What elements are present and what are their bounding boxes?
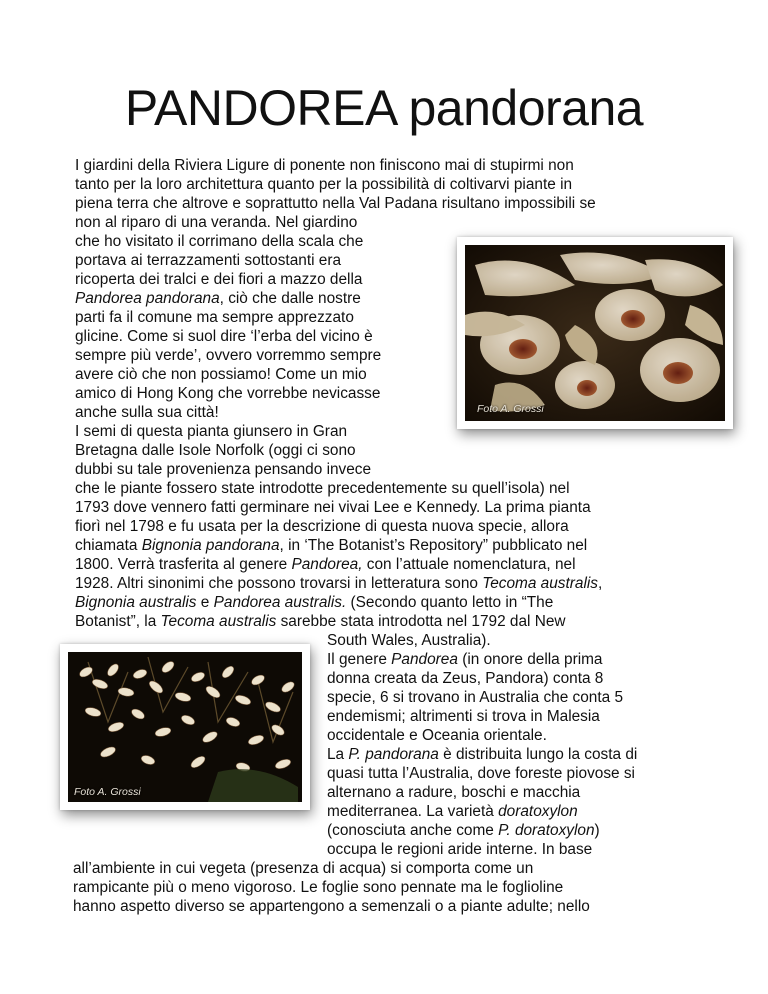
photo-credit-bottom: Foto A. Grossi: [74, 786, 141, 798]
text-line: [327, 745, 637, 764]
text-line: [75, 479, 570, 498]
text-span: ricoperta dei tralci e dei fiori a mazzo della: [75, 271, 363, 288]
text-line: [75, 289, 361, 308]
text-span: (in onore della prima: [457, 651, 603, 668]
text-line: [327, 840, 592, 859]
text-span: quasi tutta l’Australia, dove foreste piovose si: [327, 765, 635, 782]
photo-top: [457, 237, 733, 429]
italic-text: P. doratoxylon: [498, 822, 595, 839]
text-line: [75, 593, 553, 612]
text-span: South Wales, Australia).: [327, 632, 491, 649]
italic-text: Pandorea australis.: [213, 594, 347, 611]
text-span: che ho visitato il corrimano della scala che: [75, 233, 364, 250]
text-line: [75, 574, 602, 593]
text-line: [327, 650, 603, 669]
text-span: (conosciuta anche come: [327, 822, 499, 839]
flower-closeup-illustration: [465, 245, 725, 421]
text-line: [73, 859, 533, 878]
text-line: [75, 156, 574, 175]
text-span: alternano a radure, boschi e macchia: [327, 784, 581, 801]
text-span: parti fa il comune ma sempre apprezzato: [75, 309, 354, 326]
italic-text: Tecoma australis: [160, 613, 277, 630]
text-line: [327, 688, 623, 707]
text-line: [75, 460, 371, 479]
text-span: mediterranea. La varietà: [327, 803, 499, 820]
text-span: (Secondo quanto letto in “The: [346, 594, 554, 611]
text-span: non al riparo di una veranda. Nel giardino: [75, 214, 358, 231]
italic-text: Bignonia pandorana: [141, 537, 280, 554]
text-span: occupa le regioni aride interne. In base: [327, 841, 593, 858]
text-line: [75, 346, 381, 365]
text-span: ,: [598, 575, 603, 592]
text-line: [75, 536, 587, 555]
text-span: Il genere: [327, 651, 392, 668]
text-line: [327, 631, 491, 650]
photo-credit-top: Foto A. Grossi: [477, 403, 544, 415]
text-line: [75, 270, 362, 289]
text-line: [75, 403, 219, 422]
text-line: [327, 821, 600, 840]
text-span: amico di Hong Kong che vorrebbe nevicasse: [75, 385, 381, 402]
text-line: [327, 802, 578, 821]
text-span: sempre più verde’, ovvero vorremmo sempre: [75, 347, 382, 364]
text-span: , ciò che dalle nostre: [219, 290, 361, 307]
text-span: Bretagna dalle Isole Norfolk (oggi ci sono: [75, 442, 356, 459]
text-line: [73, 878, 563, 897]
text-line: [75, 175, 572, 194]
text-span: sarebbe stata introdotta nel 1792 dal New: [276, 613, 566, 630]
italic-text: Tecoma australis: [482, 575, 598, 592]
text-span: I giardini della Riviera Ligure di ponente non finiscono mai di stupirmi non: [75, 157, 574, 174]
text-line: [75, 327, 373, 346]
italic-text: doratoxylon: [498, 803, 578, 820]
text-span: 1793 dove vennero fatti germinare nei vivai Lee e Kennedy. La prima pianta: [75, 499, 591, 516]
text-span: glicine. Come si suol dire ‘l’erba del vicino è: [75, 328, 373, 345]
text-span: all’ambiente in cui vegeta (presenza di acqua) si comporta come un: [73, 860, 534, 877]
text-span: Botanist”, la: [75, 613, 161, 630]
text-span: La: [327, 746, 349, 763]
text-span: avere ciò che non possiamo! Come un mio: [75, 366, 367, 383]
text-span: dubbi su tale provenienza pensando invece: [75, 461, 372, 478]
text-span: 1800. Verrà trasferita al genere: [75, 556, 292, 573]
photo-bottom: [60, 644, 310, 810]
flower-closeup-image: [465, 245, 725, 421]
text-span: ): [594, 822, 600, 839]
text-span: endemismi; altrimenti si trova in Malesia: [327, 708, 600, 725]
text-span: donna creata da Zeus, Pandora) conta 8: [327, 670, 604, 687]
italic-text: Pandorea pandorana: [75, 290, 220, 307]
text-span: che le piante fossero state introdotte precedentemente su quell’isola) nel: [75, 480, 570, 497]
flower-cluster-image: [68, 652, 302, 802]
text-span: chiamata: [75, 537, 142, 554]
text-span: I semi di questa pianta giunsero in Gran: [75, 423, 348, 440]
italic-text: P. pandorana: [348, 746, 439, 763]
text-span: e: [196, 594, 214, 611]
page-title: PANDOREA pandorana: [124, 80, 644, 136]
text-line: [327, 726, 547, 745]
text-span: rampicante più o meno vigoroso. Le foglie sono pennate ma le foglioline: [73, 879, 564, 896]
text-line: [75, 384, 380, 403]
text-span: fiorì nel 1798 e fu usata per la descrizione di questa nuova specie, allora: [75, 518, 569, 535]
text-span: anche sulla sua città!: [75, 404, 219, 421]
text-line: [327, 764, 635, 783]
text-line: [75, 308, 354, 327]
text-line: [75, 422, 347, 441]
text-span: specie, 6 si trovano in Australia che conta 5: [327, 689, 624, 706]
text-span: è distribuita lungo la costa di: [438, 746, 638, 763]
text-span: , in ‘The Botanist’s Repository” pubblicato nel: [279, 537, 588, 554]
text-line: [75, 365, 367, 384]
italic-text: Bignonia australis: [75, 594, 197, 611]
text-line: [75, 555, 576, 574]
text-line: [75, 517, 569, 536]
flower-cluster-illustration: [68, 652, 302, 802]
text-span: piena terra che altrove e soprattutto nella Val Padana risultano impossibili se: [75, 195, 596, 212]
text-span: occidentale e Oceania orientale.: [327, 727, 547, 744]
text-span: portava ai terrazzamenti sottostanti era: [75, 252, 342, 269]
italic-text: Pandorea,: [291, 556, 363, 573]
text-line: [75, 251, 341, 270]
text-line: [75, 194, 596, 213]
text-span: 1928. Altri sinonimi che possono trovarsi in letteratura sono: [75, 575, 483, 592]
text-span: tanto per la loro architettura quanto per la possibilità di coltivarvi piante in: [75, 176, 573, 193]
text-span: hanno aspetto diverso se appartengono a semenzali o a piante adulte; nello: [73, 898, 590, 915]
text-line: [73, 897, 590, 916]
text-span: con l’attuale nomenclatura, nel: [362, 556, 576, 573]
text-line: [75, 441, 356, 460]
italic-text: Pandorea: [391, 651, 458, 668]
text-line: [327, 669, 603, 688]
text-line: [75, 498, 591, 517]
text-line: [327, 783, 580, 802]
text-line: [75, 612, 566, 631]
text-line: [75, 232, 363, 251]
text-line: [75, 213, 357, 232]
text-line: [327, 707, 600, 726]
